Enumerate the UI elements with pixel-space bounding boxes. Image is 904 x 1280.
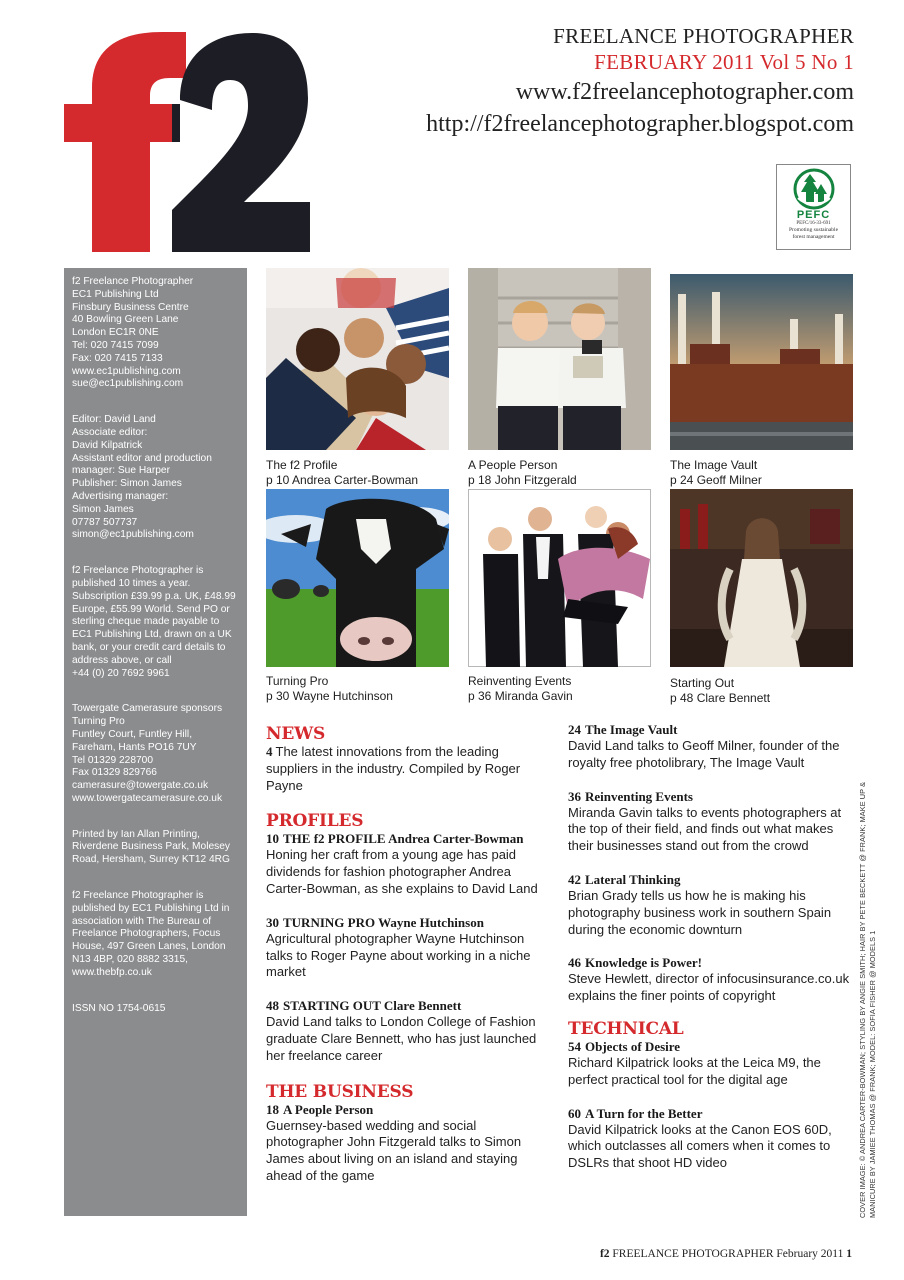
entry-number: 48 — [266, 998, 279, 1014]
magazine-name: FREELANCE PHOTOGRAPHER — [553, 24, 854, 48]
sidebar-line: bank, or your credit card details to — [72, 641, 226, 653]
sidebar-line: Fareham, Hants PO16 7UY — [72, 741, 197, 753]
photo-people-person[interactable] — [468, 268, 651, 450]
entry-description: Miranda Gavin talks to events photographers at the top of their field, and finds out what makes their businesses stand out from the crowd — [568, 804, 842, 854]
photo-title: The Image Vault — [670, 458, 758, 472]
sidebar-line: Turning Pro — [72, 716, 125, 728]
sidebar-line: Fax: 020 7415 7133 — [72, 352, 163, 364]
entry-title: STARTING OUT Clare Bennett — [283, 998, 462, 1014]
contents-entry[interactable] — [568, 1106, 850, 1172]
caption-turning-pro — [266, 674, 393, 704]
entry-title-line — [568, 872, 850, 888]
entry-description: The latest innovations from the leading suppliers in the industry. Compiled by Roger Payne — [266, 744, 521, 793]
entry-title: A Turn for the Better — [585, 1105, 703, 1121]
contents-entry[interactable] — [568, 955, 850, 1005]
photo-f2-profile[interactable] — [266, 268, 449, 450]
contents-entry[interactable] — [266, 915, 548, 981]
pefc-tagline-2: forest management — [792, 234, 835, 240]
sidebar-line: Tel 01329 228700 — [72, 754, 154, 766]
profiles-list — [266, 831, 548, 1064]
sidebar-line: www.ec1publishing.com — [72, 365, 181, 377]
sidebar-line: association with The Bureau of — [72, 915, 212, 927]
sidebar-line: Printed by Ian Allan Printing, — [72, 828, 200, 840]
sidebar-line: David Kilpatrick — [72, 439, 143, 451]
photo-starting-out[interactable] — [670, 489, 853, 667]
sidebar-line: Towergate Camerasure sponsors — [72, 703, 223, 715]
entry-number: 30 — [266, 914, 279, 930]
sidebar-line: Editor: David Land — [72, 414, 156, 426]
sidebar-line: House, 497 Green Lanes, London — [72, 941, 226, 953]
photo-image-vault[interactable] — [670, 274, 853, 450]
contents-entry[interactable] — [266, 998, 548, 1064]
sidebar-block — [72, 1003, 239, 1016]
entry-number: 18 — [266, 1101, 279, 1117]
business-more-list — [568, 722, 850, 1005]
masthead — [426, 24, 854, 138]
entry-title: The Image Vault — [585, 722, 678, 737]
credit-line-1: COVER IMAGE: © ANDREA CARTER-BOWMAN; STYLING BY ANGIE SMITH; HAIR BY PETE BECKETT @ FRANK; MAKE UP & — [858, 781, 867, 1218]
sidebar-line: Europe, £55.99 World. Send PO or — [72, 603, 230, 615]
entry-title-line — [568, 1039, 850, 1055]
sidebar-line: Subscription £39.99 p.a. UK, £48.99 — [72, 590, 236, 602]
photo-title: Starting Out — [670, 676, 735, 690]
sidebar-line: Advertising manager: — [72, 490, 169, 502]
sidebar-line: EC1 Publishing Ltd, drawn on a UK — [72, 629, 232, 641]
sidebar-line: Riverdene Business Park, Molesey — [72, 841, 230, 853]
power-station-icon — [670, 274, 853, 450]
entry-description: Brian Grady tells us how he is making his photography business work in southern Spain during the economic downturn — [568, 887, 832, 937]
sidebar-line: Associate editor: — [72, 426, 148, 438]
photo-page: p 48 Clare Bennett — [670, 691, 771, 705]
sidebar-line: Publisher: Simon James — [72, 478, 182, 490]
sidebar-block — [72, 703, 239, 805]
sidebar-line: EC1 Publishing Ltd — [72, 288, 159, 300]
sidebar-line: Finsbury Business Centre — [72, 301, 189, 313]
entry-description: David Land talks to London College of Fashion graduate Clare Bennett, who has just launched her freelance career — [266, 1014, 537, 1063]
footer-brand: f2 — [599, 1248, 610, 1260]
entry-number: 4 — [266, 744, 273, 759]
caption-starting-out — [670, 676, 770, 706]
sidebar-line: www.towergatecamerasure.co.uk — [72, 792, 223, 804]
entry-title: Knowledge is Power! — [585, 955, 702, 971]
entry-title-line — [568, 722, 850, 738]
sidebar-line: 40 Bowling Green Lane — [72, 314, 179, 326]
pefc-code: PEFC/16-33-691 — [796, 221, 831, 226]
sidebar-line: Simon James — [72, 503, 134, 515]
sidebar-block — [72, 414, 239, 542]
contents-entry[interactable] — [266, 831, 548, 897]
sidebar-line: Funtley Court, Funtley Hill, — [72, 728, 193, 740]
logo-f-shape — [64, 32, 186, 252]
entry-title: Objects of Desire — [585, 1038, 681, 1054]
entry-number: 36 — [568, 788, 581, 804]
sidebar-line: address above, or call — [72, 654, 172, 666]
entry-title-line — [568, 789, 850, 805]
sidebar-line: manager: Sue Harper — [72, 465, 170, 477]
page-number: 1 — [846, 1248, 852, 1260]
sidebar-line: Freelance Photographers, Focus — [72, 928, 221, 940]
contents-right-column — [568, 722, 850, 1189]
contents-entry[interactable] — [568, 872, 850, 938]
f2-logo — [62, 30, 312, 252]
sidebar-line: Road, Hersham, Surrey KT12 4RG — [72, 854, 230, 866]
photo-title: Reinventing Events — [468, 674, 572, 688]
entry-title-line — [568, 955, 850, 971]
caption-f2-profile — [266, 458, 418, 488]
sidebar-line: Fax 01329 829766 — [72, 767, 157, 779]
pefc-tree-icon — [792, 168, 836, 210]
cow-icon — [266, 489, 449, 667]
cover-image-credit — [858, 718, 877, 1218]
sidebar-line: camerasure@towergate.co.uk — [72, 780, 209, 792]
caption-reinventing-events — [468, 674, 573, 704]
sidebar-block — [72, 829, 239, 867]
pefc-tagline — [777, 227, 850, 241]
website-link[interactable]: www.f2freelancephotographer.com — [515, 79, 854, 105]
technical-list — [568, 1039, 850, 1172]
business-list — [266, 1102, 548, 1185]
photo-page: p 18 John Fitzgerald — [468, 473, 577, 487]
section-heading-news: NEWS — [266, 724, 326, 744]
photo-page: p 24 Geoff Milner — [670, 473, 762, 487]
credit-line-2: MANICURE BY JAMIEE THOMAS @ FRANK; MODEL: SOFIA FISHER @ MODELS 1 — [867, 930, 877, 1218]
sidebar-line: +44 (0) 20 7692 9961 — [72, 667, 170, 679]
photo-title: A People Person — [468, 458, 558, 472]
sidebar-line: f2 Freelance Photographer — [72, 276, 194, 287]
pefc-name: PEFC — [796, 209, 831, 221]
wedding-party-icon — [468, 489, 651, 667]
entry-title-line — [266, 1102, 548, 1118]
sidebar-line: published 10 times a year. — [72, 577, 191, 589]
entry-number: 42 — [568, 871, 581, 887]
logo-overlap — [172, 104, 180, 142]
sidebar-imprint — [64, 268, 247, 1216]
photo-title: Turning Pro — [266, 674, 329, 688]
photo-page: p 30 Wayne Hutchinson — [266, 689, 393, 703]
section-heading-business: THE BUSINESS — [266, 1081, 414, 1102]
entry-title-line — [266, 998, 548, 1014]
blog-link[interactable]: http://f2freelancephotographer.blogspot.com — [426, 111, 854, 137]
entry-number: 24 — [568, 722, 581, 737]
photo-reinventing-events[interactable] — [468, 489, 651, 667]
entry-title: TURNING PRO Wayne Hutchinson — [283, 914, 484, 930]
pefc-tagline-1: Promoting sustainable — [788, 227, 839, 233]
section-heading-profiles: PROFILES — [266, 811, 364, 832]
pefc-badge — [776, 164, 851, 250]
sidebar-line: ISSN NO 1754-0615 — [72, 1002, 166, 1014]
sidebar-line: simon@ec1publishing.com — [72, 529, 194, 541]
sidebar-block — [72, 276, 239, 391]
contents-entry[interactable] — [266, 1102, 548, 1185]
sidebar-line: f2 Freelance Photographer is — [72, 565, 204, 577]
contents-left-column — [266, 724, 548, 1202]
entry-description: David Land talks to Geoff Milner, founder of the royalty free photolibrary, The Image Vault — [568, 738, 840, 770]
caption-image-vault — [670, 458, 762, 488]
sidebar-line: Assistant editor and production — [72, 452, 212, 464]
entry-title: Reinventing Events — [585, 788, 693, 804]
footer-text: FREELANCE PHOTOGRAPHER February 2011 — [612, 1248, 844, 1260]
photo-title: The f2 Profile — [266, 458, 338, 472]
contents-entry[interactable] — [568, 789, 850, 855]
entry-description: Steve Hewlett, director of infocusinsurance.co.uk explains the finer points of copyright — [568, 971, 850, 1004]
section-heading-technical: TECHNICAL — [568, 1018, 684, 1039]
entry-description: Guernsey-based wedding and social photographer John Fitzgerald talks to Simon James about living on an island and staying ahead of the game — [266, 1117, 522, 1183]
entry-description: Honing her craft from a young age has paid dividends for fashion photographer Andrea Carter-Bowman, as she explains to David Land — [266, 847, 538, 896]
entry-description: Agricultural photographer Wayne Hutchinson talks to Roger Payne about working in a niche market — [266, 930, 531, 980]
entry-number: 60 — [568, 1105, 581, 1121]
entry-title: A People Person — [283, 1101, 374, 1117]
entry-title-line — [568, 1106, 850, 1122]
contents-entry[interactable] — [568, 1039, 850, 1089]
group-portrait-icon — [266, 268, 449, 450]
entry-title-line — [266, 831, 548, 847]
entry-number: 46 — [568, 955, 581, 971]
photo-page: p 10 Andrea Carter-Bowman — [266, 473, 419, 487]
sidebar-line: published by EC1 Publishing Ltd in — [72, 902, 230, 914]
contents-entry[interactable] — [568, 722, 850, 772]
entry-title: Lateral Thinking — [585, 871, 681, 887]
sidebar-line: sterling cheque made payable to — [72, 616, 220, 628]
girl-dress-icon — [670, 489, 853, 667]
sidebar-line: f2 Freelance Photographer is — [72, 890, 204, 902]
issue-date: FEBRUARY 2011 Vol 5 No 1 — [594, 50, 854, 74]
entry-number: 10 — [266, 831, 279, 847]
sidebar-line: Tel: 020 7415 7099 — [72, 339, 159, 351]
photo-page: p 36 Miranda Gavin — [468, 689, 573, 703]
entry-title-line — [266, 915, 548, 931]
logo-2-shape — [172, 33, 310, 252]
entry-number: 54 — [568, 1038, 581, 1054]
entry-description: Richard Kilpatrick looks at the Leica M9, the perfect practical tool for the digital age — [568, 1054, 821, 1087]
sidebar-line: 07787 507737 — [72, 516, 138, 528]
caption-people-person — [468, 458, 577, 488]
news-entry[interactable] — [266, 744, 548, 794]
entry-title: THE f2 PROFILE Andrea Carter-Bowman — [283, 831, 524, 847]
sidebar-line: sue@ec1publishing.com — [72, 378, 184, 390]
sidebar-line: London EC1R 0NE — [72, 327, 159, 339]
sidebar-block — [72, 565, 239, 680]
sidebar-line: N13 4BP, 020 8882 3315, — [72, 954, 188, 966]
entry-description: David Kilpatrick looks at the Canon EOS 60D, which outclasses all comers when it comes to DSLRs that shoot HD video — [568, 1121, 832, 1171]
sidebar-line: www.thebfp.co.uk — [72, 966, 152, 978]
children-camera-icon — [468, 268, 651, 450]
sidebar-block — [72, 890, 239, 980]
page-footer — [600, 1248, 852, 1260]
photo-turning-pro[interactable] — [266, 489, 449, 667]
